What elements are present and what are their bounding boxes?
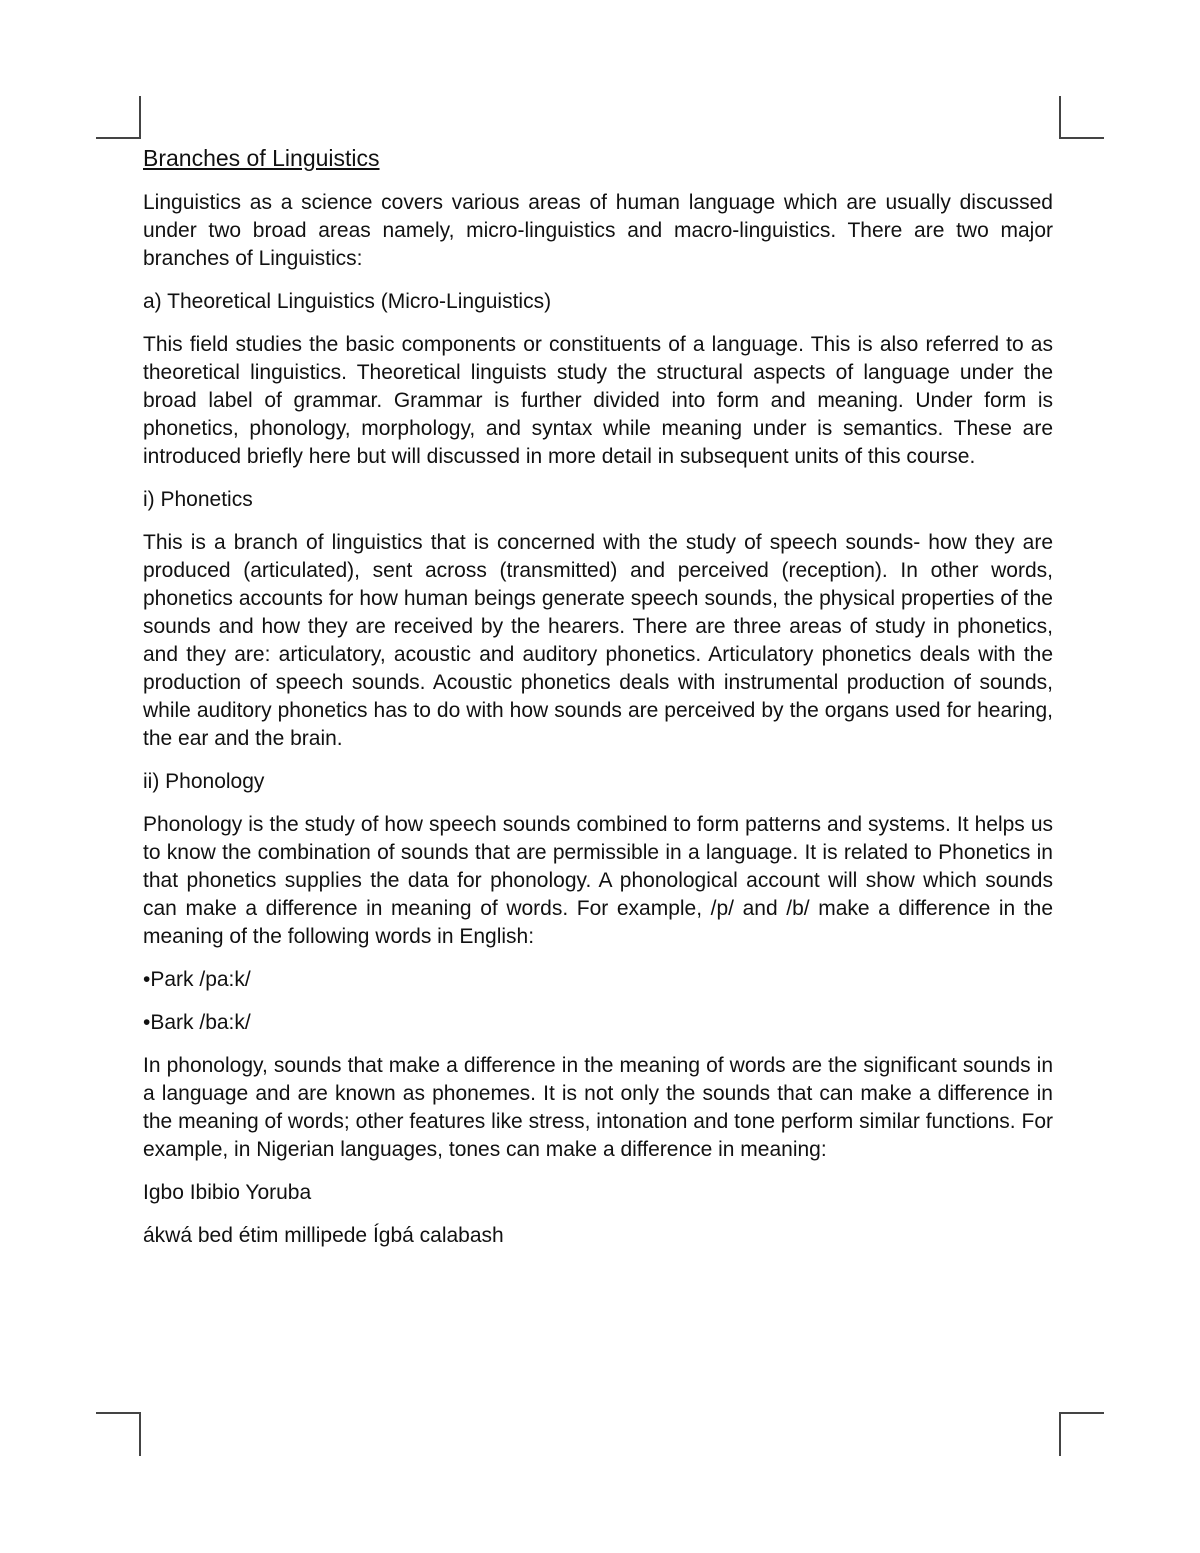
- examples-line: ákwá bed étim millipede Ígbá calabash: [143, 1224, 504, 1247]
- page-title: Branches of Linguistics: [143, 145, 380, 171]
- theoretical-paragraph: This field studies the basic components or constituents of a language. This is also referred to as theoretical linguistics. Theoretical linguists study the structural aspects of language under the broad label of grammar. Grammar is further divided into form and meaning. Under form is phonetics, phonology, morphology, and syntax while meaning under is semantics. These are introduced briefly here but will discussed in more detail in subsequent units of this course.: [143, 333, 1053, 468]
- phonology-paragraph: Phonology is the study of how speech sounds combined to form patterns and systems. It helps us to know the combination of sounds that are permissible in a language. It is related to Phonetics in that phonetics supplies the data for phonology. A phonological account will show which sounds can make a difference in meaning of words. For example, /p/ and /b/ make a difference in the meaning of the following words in English:: [143, 813, 1053, 948]
- bullet-park: •Park /pa:k/: [143, 968, 251, 991]
- phonology-heading: ii) Phonology: [143, 770, 265, 793]
- phonemes-paragraph: In phonology, sounds that make a difference in the meaning of words are the significant sounds in a language and are known as phonemes. It is not only the sounds that can make a difference in the meaning of words; other features like stress, intonation and tone perform similar functions. For example, in Nigerian languages, tones can make a difference in meaning:: [143, 1054, 1053, 1161]
- crop-mark-bottom-right-horizontal: [1059, 1412, 1104, 1414]
- phonetics-paragraph: This is a branch of linguistics that is concerned with the study of speech sounds- how they are produced (articulated), sent across (transmitted) and perceived (reception). In other words, phonetics accounts for how human beings generate speech sounds, the physical properties of the sounds and how they are received by the hearers. There are three areas of study in phonetics, and they are: articulatory, acoustic and auditory phonetics. Articulatory phonetics deals with the production of speech sounds. Acoustic phonetics deals with instrumental production of sounds, while auditory phonetics has to do with how sounds are perceived by the organs used for hearing, the ear and the brain.: [143, 531, 1053, 750]
- phonetics-heading: i) Phonetics: [143, 488, 253, 511]
- document-body: [143, 143, 1053, 1265]
- intro-paragraph: Linguistics as a science covers various areas of human language which are usually discussed under two broad areas namely, micro-linguistics and macro-linguistics. There are two major branches of Linguistics:: [143, 191, 1053, 270]
- crop-mark-top-left-horizontal: [96, 137, 141, 139]
- crop-mark-top-right-horizontal: [1059, 137, 1104, 139]
- crop-mark-top-right-vertical: [1059, 96, 1061, 139]
- crop-mark-bottom-right-vertical: [1059, 1412, 1061, 1456]
- crop-mark-top-left-vertical: [139, 96, 141, 139]
- languages-line: Igbo Ibibio Yoruba: [143, 1181, 312, 1204]
- bullet-bark: •Bark /ba:k/: [143, 1011, 251, 1034]
- crop-mark-bottom-left-vertical: [139, 1412, 141, 1456]
- crop-mark-bottom-left-horizontal: [96, 1412, 141, 1414]
- theoretical-heading: a) Theoretical Linguistics (Micro-Linguistics): [143, 290, 552, 313]
